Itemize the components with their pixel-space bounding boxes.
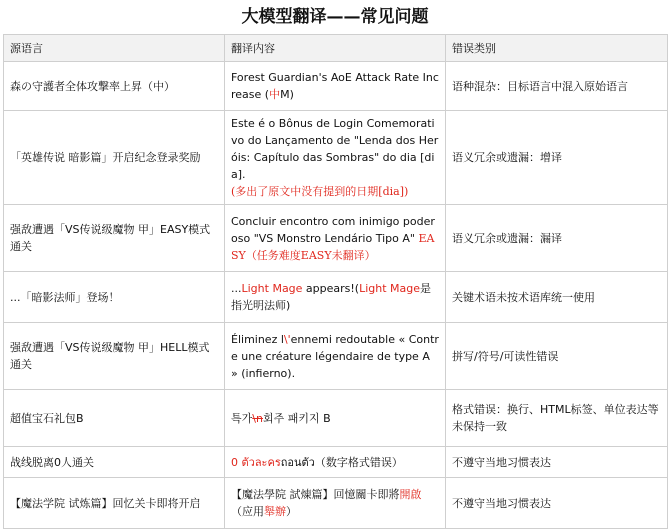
category-cell: 关键术语未按术语库统一使用	[446, 272, 668, 323]
category-cell: 格式错误：换行、HTML标签、单位表达等未保持一致	[446, 390, 668, 447]
category-cell: 拼写/符号/可读性错误	[446, 323, 668, 390]
category-cell: 语种混杂：目标语言中混入原始语言	[446, 62, 668, 111]
table-header-row	[4, 35, 668, 62]
source-cell: 强敌遭遇「VS传说级魔物 甲」HELL模式通关	[4, 323, 225, 390]
error-highlight: 0 ตัวละคร	[231, 455, 281, 469]
source-cell: 强敌遭遇「VS传说级魔物 甲」EASY模式通关	[4, 205, 225, 272]
translation-cell	[225, 390, 446, 447]
translation-text: ennemi redoutable « Contre une créature légendaire de type A » (infierno).	[231, 332, 439, 380]
error-highlight: Light Mage	[359, 282, 421, 295]
category-cell: 语义冗余或遗漏：增译	[446, 111, 668, 205]
translation-cell	[225, 478, 446, 529]
table-row	[4, 272, 668, 323]
header-translation: 翻译内容	[225, 35, 446, 62]
source-cell: 森の守護者全体攻撃率上昇（中）	[4, 62, 225, 111]
source-cell: 战线脱离0人通关	[4, 447, 225, 478]
translation-cell	[225, 323, 446, 390]
table-row	[4, 62, 668, 111]
category-cell: 语义冗余或遗漏：漏译	[446, 205, 668, 272]
source-cell: 【魔法学院 试炼篇】回忆关卡即将开启	[4, 478, 225, 529]
translation-text: Concluir encontro com inimigo poderoso "VS Monstro Lendário Tipo A"	[231, 214, 435, 245]
error-note: （任务难度EASY未翻译）	[245, 248, 376, 262]
page-title: 大模型翻译——常见问题	[241, 7, 429, 27]
category-cell: 不遵守当地习惯表达	[446, 447, 668, 478]
translation-text: （应用	[231, 505, 264, 518]
error-highlight: 中	[269, 88, 281, 101]
error-note: (多出了原文中没有提到的日期[dia])	[231, 185, 409, 198]
translation-cell	[225, 272, 446, 323]
translation-text: appears!(	[302, 282, 360, 295]
translation-cell	[225, 62, 446, 111]
table-row	[4, 111, 668, 205]
table-row	[4, 323, 668, 390]
translation-text: Éliminez l	[231, 332, 284, 346]
category-cell: 不遵守当地习惯表达	[446, 478, 668, 529]
translation-text: 회주 패키지 B	[262, 411, 331, 425]
error-highlight: Light Mage	[241, 282, 303, 295]
translation-text: M)	[280, 88, 294, 101]
translation-text: ...	[231, 282, 242, 295]
source-cell: 「英雄传说 暗影篇」开启纪念登录奖励	[4, 111, 225, 205]
translation-cell	[225, 205, 446, 272]
error-highlight: \n	[252, 411, 263, 425]
translation-cell	[225, 447, 446, 478]
translation-text: Este é o Bônus de Login Comemorativo do Lançamento de "Lenda dos Heróis: Capítulo das Sombras" do dia [dia].	[231, 117, 439, 181]
table-row	[4, 390, 668, 447]
translation-cell	[225, 111, 446, 205]
translation-text: 是指光明法师)	[231, 282, 432, 312]
faq-table	[3, 34, 668, 529]
translation-text: Forest Guardian's AoE Attack Rate Increase (	[231, 71, 439, 101]
source-cell: 超值宝石礼包B	[4, 390, 225, 447]
error-highlight: 開啟	[399, 488, 422, 501]
translation-text: 【魔法學院 試煉篇】回憶關卡即將	[231, 488, 400, 501]
translation-text: ）	[286, 505, 297, 518]
translation-text: ถอนตัว	[280, 455, 315, 469]
translation-note: （数字格式错误）	[314, 455, 403, 469]
table-row	[4, 205, 668, 272]
error-highlight: \'	[283, 332, 291, 346]
translation-text: 특가	[231, 411, 253, 425]
header-category: 错误类别	[446, 35, 668, 62]
source-cell: ...「暗影法师」登场！	[4, 272, 225, 323]
table-row	[4, 447, 668, 478]
error-highlight: 舉辦	[264, 505, 286, 518]
header-source: 源语言	[4, 35, 225, 62]
table-row	[4, 478, 668, 529]
error-highlight: EASY	[231, 231, 435, 262]
